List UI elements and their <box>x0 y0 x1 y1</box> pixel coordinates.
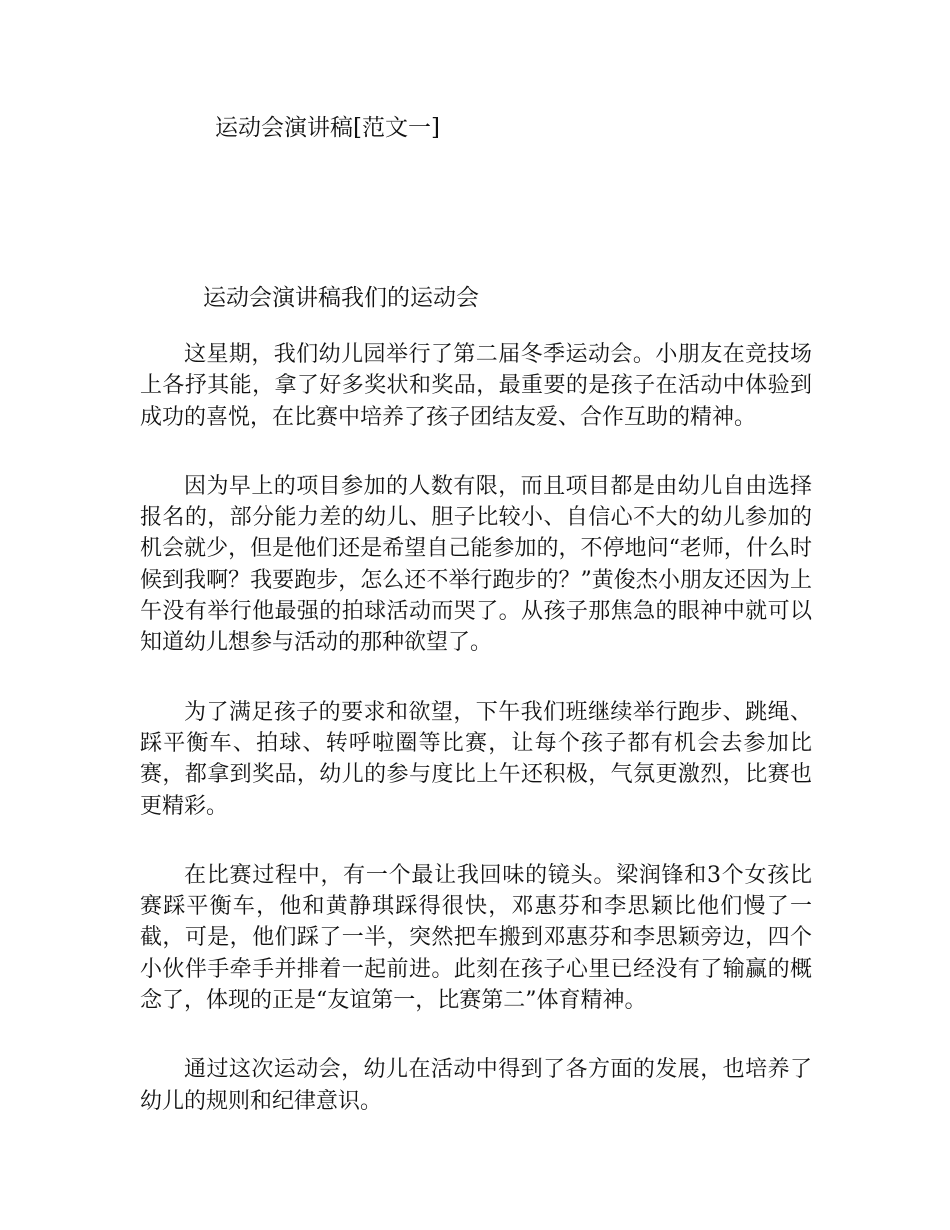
paragraph-1: 这星期，我们幼儿园举行了第二届冬季运动会。小朋友在竞技场上各抒其能，拿了好多奖状和奖品，最重要的是孩子在活动中体验到成功的喜悦，在比赛中培养了孩子团结友爱、合作互助的精神。 <box>140 342 812 430</box>
paragraph-4: 在比赛过程中，有一个最让我回味的镜头。梁润锋和3个女孩比赛踩平衡车，他和黄静琪踩得很快，邓惠芬和李思颖比他们慢了一截，可是，他们踩了一半，突然把车搬到邓惠芬和李思颖旁边，四个小伙伴手牵手并排着一起前进。此刻在孩子心里已经没有了输赢的概念了，体现的正是“友谊第一，比赛第二”体育精神。 <box>140 862 812 1014</box>
paragraph-2: 因为早上的项目参加的人数有限，而且项目都是由幼儿自由选择报名的，部分能力差的幼儿、胆子比较小、自信心不大的幼儿参加的机会就少，但是他们还是希望自己能参加的，不停地问“老师，什么时候到我啊？我要跑步，怎么还不举行跑步的？”黄俊杰小朋友还因为上午没有举行他最强的拍球活动而哭了。从孩子那焦急的眼神中就可以知道幼儿想参与活动的那种欲望了。 <box>140 473 812 656</box>
document-body <box>140 339 812 1155</box>
document-title: 运动会演讲稿[范文一] <box>215 115 440 141</box>
document-subtitle: 运动会演讲稿我们的运动会 <box>203 285 479 311</box>
paragraph-5: 通过这次运动会，幼儿在活动中得到了各方面的发展，也培养了幼儿的规则和纪律意识。 <box>140 1057 812 1114</box>
paragraph-3: 为了满足孩子的要求和欲望，下午我们班继续举行跑步、跳绳、踩平衡车、拍球、转呼啦圈等比赛，让每个孩子都有机会去参加比赛，都拿到奖品，幼儿的参与度比上午还积极，气氛更激烈，比赛也更精彩。 <box>140 699 812 819</box>
